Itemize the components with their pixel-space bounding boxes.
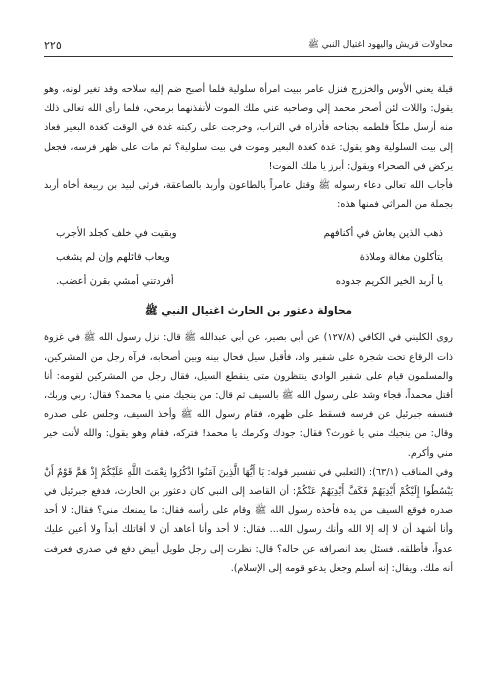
page-body xyxy=(44,80,453,578)
poem-verse xyxy=(56,246,443,270)
poem-block xyxy=(56,222,443,294)
poem-first-hemistich: ذهب الذين يعاش في أكنافهم xyxy=(323,228,443,240)
header-rule xyxy=(44,56,453,57)
poem-first-hemistich: يا أربد الخير الكريم جدوده xyxy=(335,276,443,288)
poem-first-hemistich: يتأكلون مغالة وملاذة xyxy=(359,252,443,264)
poem-second-hemistich: أفردتني أمشي بقرن أعضب. xyxy=(56,276,174,288)
poem-second-hemistich: ويعاب قائلهم وإن لم يشغب xyxy=(56,252,170,264)
body-paragraph: وفي المناقب (٦٣/١): (الثعلبي في تفسير قوله: يَا أَيُّهَا الَّذِينَ آمَنُوا اذْكُرُوا نِعْمَتَ اللَّهِ عَلَيْكُمْ إِذْ هَمَّ قَوْمٌ أَنْ يَبْسُطُوا إِلَيْكُمْ أَيْدِيَهُمْ فَكَفَّ أَيْدِيَهُمْ عَنْكُمْ: أن القاصد إلى النبي كان دعثور بن الحارث، فدفع جبرئيل في صدره فوقع السيف من يده فأخذه رسول الله ﷺ وقام على رأسه فقال: ما يمنعك مني؟ فقال: لا أحد وأنا أشهد أن لا إله إلا الله وأنك رسول الله... فقال: لا أحد وأنا أعاهد أن لا أقاتلك أبداً ولا أعين عليك عدواً، فأطلقه. فسئل بعد انصرافه عن حاله؟ قال: نظرت إلى رجل طويل أبيض دفع في صدري فعرفت أنه ملك. ويقال: إنه أسلم وجعل يدعو قومه إلى الإسلام). xyxy=(44,466,453,574)
page-header xyxy=(44,34,453,52)
poem-verse xyxy=(56,222,443,246)
section-heading: محاولة دعثور بن الحارث اغتيال النبي ﷺ xyxy=(144,305,353,318)
poem-second-hemistich: وبقيت في خلف كجلد الأجرب xyxy=(56,228,177,240)
body-paragraph: روى الكليني في الكافي (١٢٧/٨) عن أبي بصير، عن أبي عبدالله ﷺ قال: نزل رسول الله ﷺ في غزوة ذات الرقاع تحت شجرة على شفير واد، فأقبل سيل فحال بينه وبين أصحابه، فرآه رجل من المشركين، والمسلمون قيام على شفير الوادي ينتظرون متى ينقطع السيل، فقال رجل من المشركين لقومه: أنا أقتل محمداً، فجاء وشد على رسول الله ﷺ بالسيف ثم قال: من ينجيك مني يا محمد؟ فقال: ربي وربك، فنسفه جبرئيل عن فرسه فسقط على ظهره، فقام رسول الله ﷺ وأخذ السيف، وجلس على صدره وقال: من ينجيك مني يا غورث؟ فقال: جودك وكرمك يا محمد! فتركه، فقام وهو يقول: والله لأنت خير مني وأكرم. xyxy=(44,332,453,459)
running-title: محاولات قريش واليهود اغتيال النبي ﷺ xyxy=(308,40,453,50)
poem-verse xyxy=(56,270,443,294)
body-paragraph: قيلة يعني الأوس والخزرج فنزل عامر ببيت امرأة سلولية فلما أصبح ضم إليه سلاحه وقد تغير لونه، وهو يقول: واللات لئن أصحر محمد إلي وصاحبه عني ملك الموت لأنفذنهما برمحي، فلما رأى الله تعالى ذلك منه أرسل ملكاً فلطمه بجناحه فأذراه في التراب، وخرجت على ركبته غدة في الوقت كغدة البعير فعاد إلى بيت السلولية وهو يقول: غدة كغدة البعير وموت في بيت سلولية؟ ثم مات على ظهر فرسه، فجعل يركض في الصحراء ويقول: أبرز يا ملك الموت! xyxy=(44,84,453,172)
body-paragraph: فأجاب الله تعالى دعاء رسوله ﷺ وقتل عامراً بالطاعون وأربد بالصاعقة، فرثى لبيد بن ربيعة أخاه أربد بجملة من المراثي فمنها هذه: xyxy=(44,180,453,211)
page-number: ٢٢٥ xyxy=(44,39,62,52)
